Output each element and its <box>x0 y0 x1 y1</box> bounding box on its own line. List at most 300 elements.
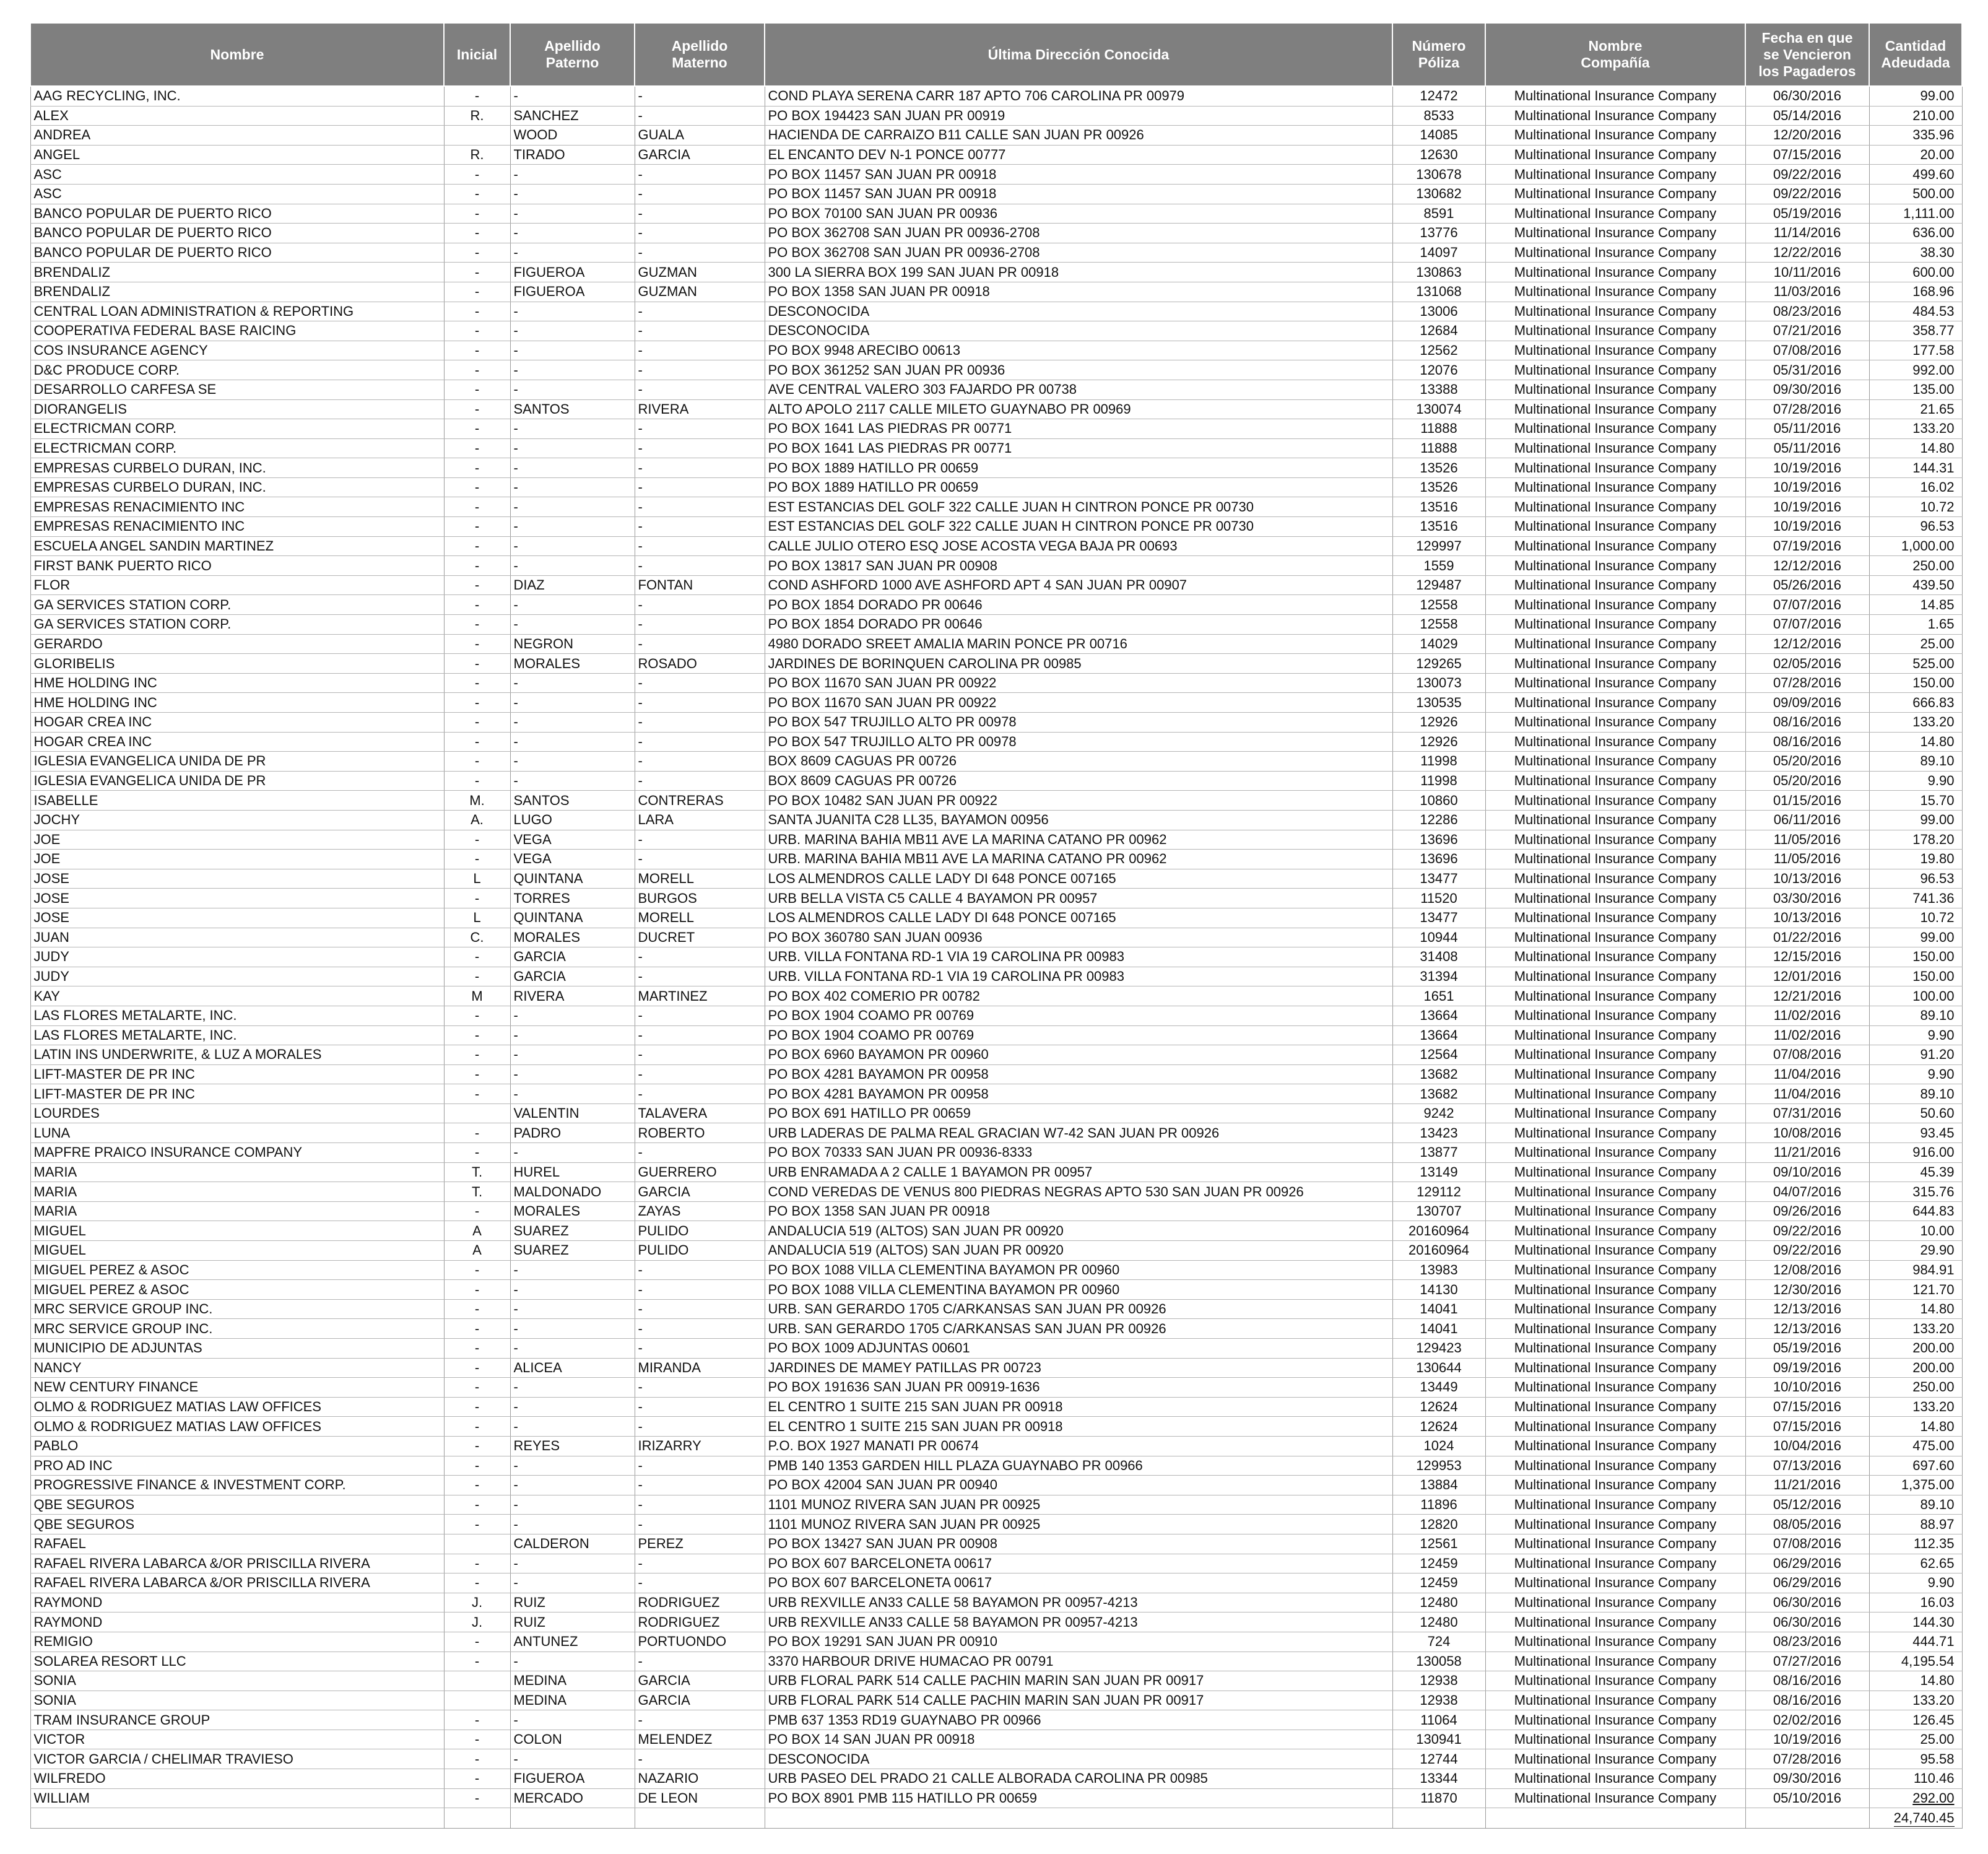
cell-cantidad-adeudada <box>1869 302 1962 321</box>
table-row <box>30 1573 1962 1593</box>
cell-apellido-materno: - <box>635 360 765 380</box>
cell-cantidad-adeudada <box>1869 517 1962 537</box>
table-row <box>30 889 1962 908</box>
amount-value: 292.00 <box>1912 1790 1955 1806</box>
cell-apellido-paterno: HUREL <box>510 1162 635 1182</box>
cell-nombre-compania: Multinational Insurance Company <box>1485 713 1745 733</box>
cell-nombre-compania: Multinational Insurance Company <box>1485 536 1745 556</box>
cell-nombre-compania: Multinational Insurance Company <box>1485 654 1745 674</box>
cell-apellido-paterno: - <box>510 438 635 458</box>
cell-cantidad-adeudada <box>1869 830 1962 850</box>
cell-numero-poliza: 12558 <box>1392 615 1485 635</box>
cell-cantidad-adeudada <box>1869 1339 1962 1359</box>
cell-direccion: DESCONOCIDA <box>765 302 1392 321</box>
amount-value: 992.00 <box>1912 362 1955 378</box>
table-row <box>30 1436 1962 1456</box>
cell-direccion: PO BOX 1088 VILLA CLEMENTINA BAYAMON PR 00960 <box>765 1280 1392 1300</box>
amount-value: 133.20 <box>1912 1320 1955 1336</box>
cell-apellido-paterno: MEDINA <box>510 1671 635 1691</box>
cell-nombre-compania: Multinational Insurance Company <box>1485 1652 1745 1671</box>
cell-inicial <box>444 1671 510 1691</box>
cell-nombre: PRO AD INC <box>30 1456 444 1476</box>
amount-value: 358.77 <box>1912 323 1955 339</box>
cell-nombre: MIGUEL PEREZ & ASOC <box>30 1260 444 1280</box>
cell-direccion: URB. MARINA BAHIA MB11 AVE LA MARINA CATANO PR 00962 <box>765 850 1392 869</box>
total-empty-cell <box>510 1808 635 1829</box>
cell-nombre-compania: Multinational Insurance Company <box>1485 752 1745 772</box>
cell-direccion: URB. MARINA BAHIA MB11 AVE LA MARINA CATANO PR 00962 <box>765 830 1392 850</box>
cell-cantidad-adeudada <box>1869 1769 1962 1789</box>
column-header-nombre-compania: Nombre Compañía <box>1485 23 1745 86</box>
cell-direccion: DESCONOCIDA <box>765 321 1392 341</box>
amount-value: 25.00 <box>1920 635 1955 651</box>
cell-direccion: URB. SAN GERARDO 1705 C/ARKANSAS SAN JUAN PR 00926 <box>765 1319 1392 1339</box>
cell-nombre: BANCO POPULAR DE PUERTO RICO <box>30 243 444 263</box>
table-row <box>30 302 1962 321</box>
cell-fecha-vencimiento: 12/20/2016 <box>1745 126 1869 146</box>
cell-nombre: GLORIBELIS <box>30 654 444 674</box>
cell-apellido-paterno: - <box>510 1495 635 1515</box>
cell-inicial: - <box>444 1397 510 1417</box>
cell-apellido-materno: CONTRERAS <box>635 791 765 811</box>
cell-nombre: JOE <box>30 830 444 850</box>
cell-fecha-vencimiento: 07/19/2016 <box>1745 536 1869 556</box>
table-row <box>30 791 1962 811</box>
cell-fecha-vencimiento: 07/07/2016 <box>1745 595 1869 615</box>
cell-numero-poliza: 14097 <box>1392 243 1485 263</box>
cell-nombre: EMPRESAS CURBELO DURAN, INC. <box>30 458 444 478</box>
cell-cantidad-adeudada <box>1869 967 1962 986</box>
cell-numero-poliza: 12076 <box>1392 360 1485 380</box>
table-row <box>30 341 1962 360</box>
cell-direccion: PO BOX 19291 SAN JUAN PR 00910 <box>765 1632 1392 1652</box>
table-row <box>30 1378 1962 1398</box>
table-row <box>30 771 1962 791</box>
cell-direccion: PO BOX 11457 SAN JUAN PR 00918 <box>765 165 1392 185</box>
cell-direccion: PO BOX 607 BARCELONETA 00617 <box>765 1573 1392 1593</box>
cell-nombre-compania: Multinational Insurance Company <box>1485 1045 1745 1065</box>
column-header-numero-poliza: Número Póliza <box>1392 23 1485 86</box>
cell-apellido-paterno: MEDINA <box>510 1691 635 1710</box>
cell-cantidad-adeudada <box>1869 1143 1962 1163</box>
cell-direccion: URB REXVILLE AN33 CALLE 58 BAYAMON PR 00957-4213 <box>765 1612 1392 1632</box>
amount-value: 9.90 <box>1927 773 1955 789</box>
cell-direccion: PO BOX 70100 SAN JUAN PR 00936 <box>765 204 1392 224</box>
cell-numero-poliza: 13516 <box>1392 517 1485 537</box>
cell-direccion: BOX 8609 CAGUAS PR 00726 <box>765 752 1392 772</box>
cell-nombre: WILLIAM <box>30 1788 444 1808</box>
cell-inicial: - <box>444 282 510 302</box>
cell-numero-poliza: 12820 <box>1392 1515 1485 1534</box>
table-row <box>30 438 1962 458</box>
cell-nombre-compania: Multinational Insurance Company <box>1485 263 1745 282</box>
cell-nombre-compania: Multinational Insurance Company <box>1485 1358 1745 1378</box>
cell-numero-poliza: 8591 <box>1392 204 1485 224</box>
cell-nombre-compania: Multinational Insurance Company <box>1485 1612 1745 1632</box>
table-row <box>30 1260 1962 1280</box>
cell-nombre-compania: Multinational Insurance Company <box>1485 1103 1745 1123</box>
cell-nombre-compania: Multinational Insurance Company <box>1485 732 1745 752</box>
cell-direccion: PO BOX 4281 BAYAMON PR 00958 <box>765 1064 1392 1084</box>
table-row <box>30 497 1962 517</box>
cell-nombre-compania: Multinational Insurance Company <box>1485 341 1745 360</box>
cell-inicial: - <box>444 263 510 282</box>
cell-apellido-paterno: - <box>510 615 635 635</box>
cell-direccion: PO BOX 1889 HATILLO PR 00659 <box>765 458 1392 478</box>
cell-nombre: ANDREA <box>30 126 444 146</box>
cell-apellido-materno: - <box>635 204 765 224</box>
table-row <box>30 106 1962 126</box>
cell-cantidad-adeudada <box>1869 1476 1962 1495</box>
cell-fecha-vencimiento: 09/10/2016 <box>1745 1162 1869 1182</box>
cell-apellido-materno: - <box>635 341 765 360</box>
cell-cantidad-adeudada <box>1869 947 1962 967</box>
cell-cantidad-adeudada <box>1869 1749 1962 1769</box>
cell-inicial <box>444 126 510 146</box>
cell-numero-poliza: 130058 <box>1392 1652 1485 1671</box>
cell-cantidad-adeudada <box>1869 889 1962 908</box>
cell-apellido-paterno: - <box>510 1025 635 1045</box>
cell-nombre: JOSE <box>30 869 444 889</box>
cell-direccion: PO BOX 1358 SAN JUAN PR 00918 <box>765 282 1392 302</box>
cell-numero-poliza: 9242 <box>1392 1103 1485 1123</box>
cell-cantidad-adeudada <box>1869 1554 1962 1573</box>
cell-nombre: ANGEL <box>30 145 444 165</box>
amount-value: 99.00 <box>1920 812 1955 828</box>
cell-apellido-paterno: TIRADO <box>510 145 635 165</box>
cell-direccion: PO BOX 42004 SAN JUAN PR 00940 <box>765 1476 1392 1495</box>
cell-cantidad-adeudada <box>1869 341 1962 360</box>
amount-value: 439.50 <box>1912 577 1955 593</box>
cell-inicial: - <box>444 889 510 908</box>
cell-apellido-paterno: - <box>510 184 635 204</box>
cell-inicial: - <box>444 1495 510 1515</box>
cell-inicial: - <box>444 419 510 439</box>
cell-numero-poliza: 130863 <box>1392 263 1485 282</box>
cell-inicial: A. <box>444 810 510 830</box>
amount-value: 335.96 <box>1912 127 1955 143</box>
cell-nombre: RAFAEL RIVERA LABARCA &/OR PRISCILLA RIVERA <box>30 1573 444 1593</box>
cell-numero-poliza: 13526 <box>1392 477 1485 497</box>
cell-nombre-compania: Multinational Insurance Company <box>1485 497 1745 517</box>
cell-direccion: PO BOX 1358 SAN JUAN PR 00918 <box>765 1201 1392 1221</box>
cell-numero-poliza: 13449 <box>1392 1378 1485 1398</box>
cell-apellido-materno: - <box>635 86 765 106</box>
cell-apellido-paterno: - <box>510 497 635 517</box>
cell-numero-poliza: 11998 <box>1392 771 1485 791</box>
cell-nombre: JOE <box>30 850 444 869</box>
cell-cantidad-adeudada <box>1869 575 1962 595</box>
cell-apellido-paterno: QUINTANA <box>510 908 635 928</box>
cell-apellido-materno: DE LEON <box>635 1788 765 1808</box>
cell-numero-poliza: 13006 <box>1392 302 1485 321</box>
cell-numero-poliza: 31394 <box>1392 967 1485 986</box>
cell-apellido-materno: PORTUONDO <box>635 1632 765 1652</box>
cell-apellido-paterno: MERCADO <box>510 1788 635 1808</box>
cell-inicial: - <box>444 1476 510 1495</box>
cell-fecha-vencimiento: 10/19/2016 <box>1745 458 1869 478</box>
cell-nombre-compania: Multinational Insurance Company <box>1485 791 1745 811</box>
cell-apellido-materno: GARCIA <box>635 1691 765 1710</box>
cell-fecha-vencimiento: 07/28/2016 <box>1745 1749 1869 1769</box>
cell-apellido-materno: LARA <box>635 810 765 830</box>
cell-nombre-compania: Multinational Insurance Company <box>1485 1515 1745 1534</box>
cell-nombre: JOSE <box>30 889 444 908</box>
cell-direccion: COND VEREDAS DE VENUS 800 PIEDRAS NEGRAS APTO 530 SAN JUAN PR 00926 <box>765 1182 1392 1202</box>
cell-inicial: - <box>444 1084 510 1104</box>
cell-nombre-compania: Multinational Insurance Company <box>1485 438 1745 458</box>
cell-cantidad-adeudada <box>1869 165 1962 185</box>
cell-direccion: PO BOX 191636 SAN JUAN PR 00919-1636 <box>765 1378 1392 1398</box>
cell-apellido-materno: - <box>635 536 765 556</box>
cell-inicial: T. <box>444 1162 510 1182</box>
cell-fecha-vencimiento: 11/05/2016 <box>1745 850 1869 869</box>
amount-value: 38.30 <box>1920 245 1955 261</box>
cell-inicial: - <box>444 595 510 615</box>
cell-cantidad-adeudada <box>1869 713 1962 733</box>
table-row <box>30 850 1962 869</box>
cell-fecha-vencimiento: 11/21/2016 <box>1745 1476 1869 1495</box>
cell-cantidad-adeudada <box>1869 1162 1962 1182</box>
cell-nombre-compania: Multinational Insurance Company <box>1485 1123 1745 1143</box>
amount-value: 144.30 <box>1912 1614 1955 1630</box>
cell-nombre: RAYMOND <box>30 1612 444 1632</box>
amount-value: 96.53 <box>1920 871 1955 887</box>
cell-nombre-compania: Multinational Insurance Company <box>1485 1241 1745 1261</box>
cell-cantidad-adeudada <box>1869 556 1962 576</box>
cell-inicial: - <box>444 1201 510 1221</box>
cell-numero-poliza: 12684 <box>1392 321 1485 341</box>
cell-fecha-vencimiento: 10/13/2016 <box>1745 869 1869 889</box>
cell-nombre-compania: Multinational Insurance Company <box>1485 282 1745 302</box>
cell-fecha-vencimiento: 05/26/2016 <box>1745 575 1869 595</box>
cell-cantidad-adeudada <box>1869 771 1962 791</box>
cell-inicial: M <box>444 986 510 1006</box>
amount-value: 50.60 <box>1920 1105 1955 1121</box>
amount-value: 62.65 <box>1920 1555 1955 1571</box>
cell-direccion: EL ENCANTO DEV N-1 PONCE 00777 <box>765 145 1392 165</box>
table-row <box>30 1632 1962 1652</box>
cell-nombre: TRAM INSURANCE GROUP <box>30 1710 444 1730</box>
cell-direccion: URB LADERAS DE PALMA REAL GRACIAN W7-42 SAN JUAN PR 00926 <box>765 1123 1392 1143</box>
cell-fecha-vencimiento: 08/16/2016 <box>1745 713 1869 733</box>
cell-nombre-compania: Multinational Insurance Company <box>1485 1534 1745 1554</box>
cell-fecha-vencimiento: 07/21/2016 <box>1745 321 1869 341</box>
cell-numero-poliza: 13477 <box>1392 908 1485 928</box>
cell-nombre-compania: Multinational Insurance Company <box>1485 86 1745 106</box>
cell-cantidad-adeudada <box>1869 360 1962 380</box>
cell-apellido-paterno: FIGUEROA <box>510 263 635 282</box>
cell-numero-poliza: 13682 <box>1392 1064 1485 1084</box>
table-row <box>30 1495 1962 1515</box>
cell-numero-poliza: 13516 <box>1392 497 1485 517</box>
table-row <box>30 282 1962 302</box>
cell-apellido-paterno: RUIZ <box>510 1612 635 1632</box>
cell-nombre: NEW CENTURY FINANCE <box>30 1378 444 1398</box>
cell-inicial: - <box>444 1260 510 1280</box>
cell-inicial: - <box>444 184 510 204</box>
cell-cantidad-adeudada <box>1869 1025 1962 1045</box>
cell-nombre: RAYMOND <box>30 1593 444 1612</box>
cell-fecha-vencimiento: 09/09/2016 <box>1745 693 1869 713</box>
cell-nombre-compania: Multinational Insurance Company <box>1485 810 1745 830</box>
cell-nombre-compania: Multinational Insurance Company <box>1485 1397 1745 1417</box>
table-row <box>30 1084 1962 1104</box>
table-row <box>30 1103 1962 1123</box>
cell-nombre: HME HOLDING INC <box>30 673 444 693</box>
amount-value: 15.70 <box>1920 792 1955 808</box>
table-row <box>30 1358 1962 1378</box>
cell-apellido-paterno: - <box>510 673 635 693</box>
cell-apellido-materno: GUZMAN <box>635 263 765 282</box>
cell-cantidad-adeudada <box>1869 380 1962 399</box>
cell-fecha-vencimiento: 09/22/2016 <box>1745 165 1869 185</box>
cell-apellido-paterno: SANCHEZ <box>510 106 635 126</box>
cell-nombre-compania: Multinational Insurance Company <box>1485 1084 1745 1104</box>
amount-value: 89.10 <box>1920 1497 1955 1513</box>
cell-nombre: DESARROLLO CARFESA SE <box>30 380 444 399</box>
cell-numero-poliza: 13884 <box>1392 1476 1485 1495</box>
cell-numero-poliza: 13149 <box>1392 1162 1485 1182</box>
cell-nombre: MIGUEL PEREZ & ASOC <box>30 1280 444 1300</box>
table-row <box>30 1612 1962 1632</box>
cell-fecha-vencimiento: 05/11/2016 <box>1745 438 1869 458</box>
cell-apellido-paterno: FIGUEROA <box>510 1769 635 1789</box>
cell-numero-poliza: 13877 <box>1392 1143 1485 1163</box>
amount-value: 88.97 <box>1920 1516 1955 1532</box>
cell-nombre: LATIN INS UNDERWRITE, & LUZ A MORALES <box>30 1045 444 1065</box>
cell-apellido-paterno: - <box>510 321 635 341</box>
cell-inicial: - <box>444 1319 510 1339</box>
cell-apellido-materno: - <box>635 321 765 341</box>
cell-apellido-materno: RIVERA <box>635 399 765 419</box>
cell-apellido-materno: MORELL <box>635 908 765 928</box>
cell-cantidad-adeudada <box>1869 458 1962 478</box>
cell-apellido-materno: - <box>635 850 765 869</box>
cell-fecha-vencimiento: 07/08/2016 <box>1745 1045 1869 1065</box>
cell-inicial: - <box>444 165 510 185</box>
cell-numero-poliza: 14085 <box>1392 126 1485 146</box>
cell-fecha-vencimiento: 07/28/2016 <box>1745 673 1869 693</box>
cell-apellido-materno: - <box>635 1515 765 1534</box>
cell-nombre: LIFT-MASTER DE PR INC <box>30 1064 444 1084</box>
cell-cantidad-adeudada <box>1869 1358 1962 1378</box>
total-empty-cell <box>1392 1808 1485 1829</box>
cell-cantidad-adeudada <box>1869 86 1962 106</box>
cell-apellido-paterno: VEGA <box>510 830 635 850</box>
cell-apellido-materno: ROSADO <box>635 654 765 674</box>
cell-nombre-compania: Multinational Insurance Company <box>1485 1299 1745 1319</box>
cell-nombre: GA SERVICES STATION CORP. <box>30 595 444 615</box>
cell-direccion: URB REXVILLE AN33 CALLE 58 BAYAMON PR 00957-4213 <box>765 1593 1392 1612</box>
cell-apellido-paterno: RIVERA <box>510 986 635 1006</box>
cell-numero-poliza: 129112 <box>1392 1182 1485 1202</box>
cell-direccion: URB. VILLA FONTANA RD-1 VIA 19 CAROLINA PR 00983 <box>765 967 1392 986</box>
cell-direccion: EL CENTRO 1 SUITE 215 SAN JUAN PR 00918 <box>765 1417 1392 1437</box>
cell-fecha-vencimiento: 10/13/2016 <box>1745 908 1869 928</box>
cell-nombre: LOURDES <box>30 1103 444 1123</box>
cell-cantidad-adeudada <box>1869 1299 1962 1319</box>
cell-numero-poliza: 12564 <box>1392 1045 1485 1065</box>
cell-fecha-vencimiento: 12/21/2016 <box>1745 986 1869 1006</box>
cell-nombre-compania: Multinational Insurance Company <box>1485 889 1745 908</box>
cell-cantidad-adeudada <box>1869 145 1962 165</box>
cell-inicial: - <box>444 302 510 321</box>
cell-fecha-vencimiento: 06/29/2016 <box>1745 1554 1869 1573</box>
cell-nombre-compania: Multinational Insurance Company <box>1485 908 1745 928</box>
table-row <box>30 263 1962 282</box>
cell-fecha-vencimiento: 07/08/2016 <box>1745 1534 1869 1554</box>
cell-apellido-paterno: - <box>510 693 635 713</box>
amount-value: 697.60 <box>1912 1457 1955 1473</box>
cell-cantidad-adeudada <box>1869 1260 1962 1280</box>
cell-cantidad-adeudada <box>1869 1632 1962 1652</box>
table-header <box>30 23 1962 86</box>
cell-apellido-materno: - <box>635 1319 765 1339</box>
cell-fecha-vencimiento: 08/05/2016 <box>1745 1515 1869 1534</box>
cell-direccion: CALLE JULIO OTERO ESQ JOSE ACOSTA VEGA BAJA PR 00693 <box>765 536 1392 556</box>
total-amount <box>1869 1808 1962 1829</box>
cell-inicial: - <box>444 575 510 595</box>
cell-direccion: PO BOX 13427 SAN JUAN PR 00908 <box>765 1534 1392 1554</box>
cell-nombre: D&C PRODUCE CORP. <box>30 360 444 380</box>
table-row <box>30 1064 1962 1084</box>
cell-inicial: - <box>444 458 510 478</box>
cell-numero-poliza: 12459 <box>1392 1554 1485 1573</box>
cell-fecha-vencimiento: 07/28/2016 <box>1745 399 1869 419</box>
cell-direccion: COND ASHFORD 1000 AVE ASHFORD APT 4 SAN JUAN PR 00907 <box>765 575 1392 595</box>
cell-cantidad-adeudada <box>1869 869 1962 889</box>
cell-direccion: P.O. BOX 1927 MANATI PR 00674 <box>765 1436 1392 1456</box>
cell-apellido-paterno: - <box>510 771 635 791</box>
cell-nombre: IGLESIA EVANGELICA UNIDA DE PR <box>30 771 444 791</box>
cell-inicial: - <box>444 1554 510 1573</box>
cell-direccion: PO BOX 1854 DORADO PR 00646 <box>765 595 1392 615</box>
cell-nombre: JUDY <box>30 947 444 967</box>
cell-cantidad-adeudada <box>1869 1241 1962 1261</box>
cell-apellido-materno: - <box>635 830 765 850</box>
cell-nombre: PABLO <box>30 1436 444 1456</box>
amount-value: 99.00 <box>1920 929 1955 945</box>
cell-apellido-materno: PULIDO <box>635 1241 765 1261</box>
amount-value: 14.80 <box>1920 440 1955 456</box>
cell-direccion: PO BOX 194423 SAN JUAN PR 00919 <box>765 106 1392 126</box>
cell-fecha-vencimiento: 05/19/2016 <box>1745 1339 1869 1359</box>
cell-direccion: PO BOX 9948 ARECIBO 00613 <box>765 341 1392 360</box>
amount-value: 21.65 <box>1920 401 1955 417</box>
cell-numero-poliza: 20160964 <box>1392 1241 1485 1261</box>
table-row <box>30 477 1962 497</box>
cell-numero-poliza: 8533 <box>1392 106 1485 126</box>
table-row <box>30 1593 1962 1612</box>
cell-cantidad-adeudada <box>1869 634 1962 654</box>
cell-apellido-paterno: SANTOS <box>510 399 635 419</box>
cell-cantidad-adeudada <box>1869 1671 1962 1691</box>
cell-numero-poliza: 14041 <box>1392 1319 1485 1339</box>
amount-value: 9.90 <box>1927 1066 1955 1082</box>
amount-value: 14.80 <box>1920 1673 1955 1689</box>
cell-apellido-materno: - <box>635 458 765 478</box>
cell-apellido-materno: - <box>635 752 765 772</box>
cell-cantidad-adeudada <box>1869 106 1962 126</box>
amount-value: 636.00 <box>1912 225 1955 241</box>
cell-fecha-vencimiento: 06/30/2016 <box>1745 1612 1869 1632</box>
cell-inicial: - <box>444 204 510 224</box>
cell-numero-poliza: 130074 <box>1392 399 1485 419</box>
amount-value: 133.20 <box>1912 1692 1955 1708</box>
cell-nombre: ISABELLE <box>30 791 444 811</box>
cell-cantidad-adeudada <box>1869 438 1962 458</box>
